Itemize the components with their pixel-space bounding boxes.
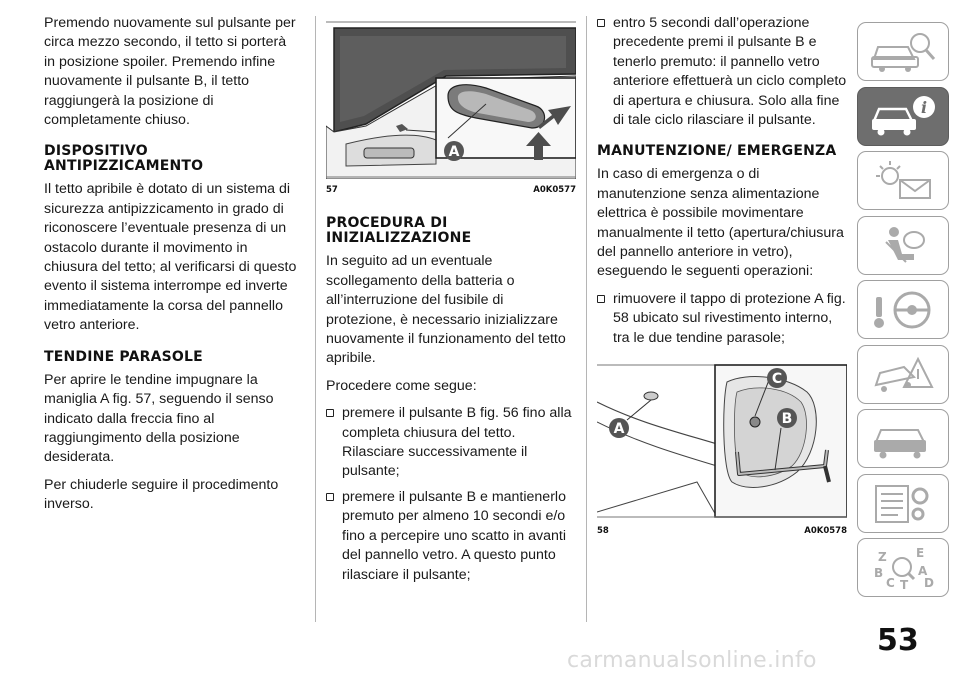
checkbox-bullet-icon [326,493,334,501]
heading-manutenzione: MANUTENZIONE/ EMERGENZA [597,143,837,160]
index-letter: D [924,575,934,590]
tab-dati-tecnici[interactable] [857,474,949,533]
column-divider [586,16,587,622]
figure-58 [597,362,847,541]
steering-key-icon [868,287,938,333]
tab-conoscenza-informazioni[interactable] [857,87,949,146]
index-letters-icon [868,545,938,591]
callout-b: B [781,411,793,428]
index-letter: E [916,545,925,560]
figure-number: 57 [326,185,338,195]
car-search-icon [868,29,938,75]
paragraph-spoiler: Premendo nuovamente sul pulsante per circa mezzo secondo, il tetto si porterà in posizione spoiler. Premendo infine nuovamente il pulsante B, il tetto raggiungerà la posizione di completamente chiuso. [44,15,296,129]
list-item-text: entro 5 secondi dall’operazione precedente premi il pulsante B e tenerlo premuto: il pannello vetro anteriore effettuerà un ciclo completo di apertura e chiusura. Solo alla fine di tale ciclo rilasciare il pulsante. [613,15,847,129]
index-letter: A [918,563,928,578]
callout-a: A [613,421,625,438]
column-left [44,14,300,523]
tab-conoscenza-vettura[interactable] [857,22,949,81]
heading-inizializzazione: PROCEDURA DI INIZIALIZZAZIONE [326,215,472,247]
heading-tendine: TENDINE PARASOLE [44,348,203,365]
figure-code: A0K0578 [804,526,847,537]
heading-antipizzicamento: DISPOSITIVO ANTIPIZZICAMENTO [44,143,204,175]
svg-text:i: i [920,98,928,117]
index-letter: B [874,565,884,580]
sunshade-handle-illustration [326,14,576,179]
manual-crank-illustration [597,362,847,520]
column-right [597,14,847,542]
column-divider [315,16,316,622]
index-letter: T [900,577,909,591]
callout-a: A [448,144,460,160]
paragraph-inizializzazione: In seguito ad un eventuale scollegamento della batteria o all’interruzione del fusibile di protezione, è necessario inizializzare nuovamente il funzionamento del tetto apribile. [326,253,566,367]
car-info-icon [868,93,938,139]
list-item [597,290,847,348]
list-item [326,404,576,482]
car-service-icon [868,416,938,462]
section-tabs [857,22,953,603]
tab-emergenza[interactable] [857,345,949,404]
tab-indice-alfabetico[interactable] [857,538,949,597]
caption-57 [326,181,576,200]
airbag-seat-icon [868,222,938,268]
tab-spie-messaggi[interactable] [857,151,949,210]
car-crash-icon [868,351,938,397]
list-item-text: premere il pulsante B fig. 56 fino alla completa chiusura del tetto. Rilasciare successivamente il pulsante; [342,405,572,480]
list-item [326,488,576,585]
checkbox-bullet-icon [597,295,605,303]
tab-avviamento-guida[interactable] [857,280,949,339]
figure-number: 58 [597,526,609,537]
paragraph-procedere: Procedere come segue: [326,377,477,394]
list-item-text: premere il pulsante B e mantienerlo premuto per almeno 10 secondi e/o fino a percepire uno scatto in avanti del pannello vetro. A questo punto rilasciare il pulsante; [342,488,566,583]
figure-57 [326,14,576,200]
callout-c: C [771,371,783,388]
paragraph-tendine-open: Per aprire le tendine impugnare la maniglia A fig. 57, seguendo il senso indicato dalla freccia fino al raggiungimento della posizione desiderata. [44,371,274,466]
index-letter: Z [878,549,887,564]
checkbox-bullet-icon [326,409,334,417]
settings-list-icon [868,480,938,526]
index-letter: C [886,575,895,590]
paragraph-emergenza: In caso di emergenza o di manutenzione senza alimentazione elettrica è possibile movimentare manualmente il tetto (apertura/chiusura del pannello anteriore in vetro), eseguendo le seguenti operazioni: [597,166,844,280]
tab-sicurezza[interactable] [857,216,949,275]
caption-58 [597,522,847,541]
list-item-text: rimuovere il tappo di protezione A fig. 58 ubicato sul rivestimento interno, tra le due tendine parasole; [613,290,846,346]
tab-manutenzione[interactable] [857,409,949,468]
column-middle [326,14,576,591]
paragraph-antipizzicamento: Il tetto apribile è dotato di un sistema di sicurezza antipizzicamento in grado di riconoscere l’eventuale presenza di un ostacolo durante il movimento in chiusura del tetto; al verificarsi di questo evento il sistema interrompe ed inverte immediatamente la corsa del pannello vetro anteriore. [44,181,297,334]
figure-code: A0K0577 [533,185,576,195]
list-item [597,14,847,130]
page-number: 53 [877,623,919,658]
warning-light-icon [868,158,938,204]
checkbox-bullet-icon [597,19,605,27]
paragraph-tendine-close: Per chiuderle seguire il procedimento inverso. [44,476,279,513]
watermark: carmanualsonline.info [567,648,817,673]
